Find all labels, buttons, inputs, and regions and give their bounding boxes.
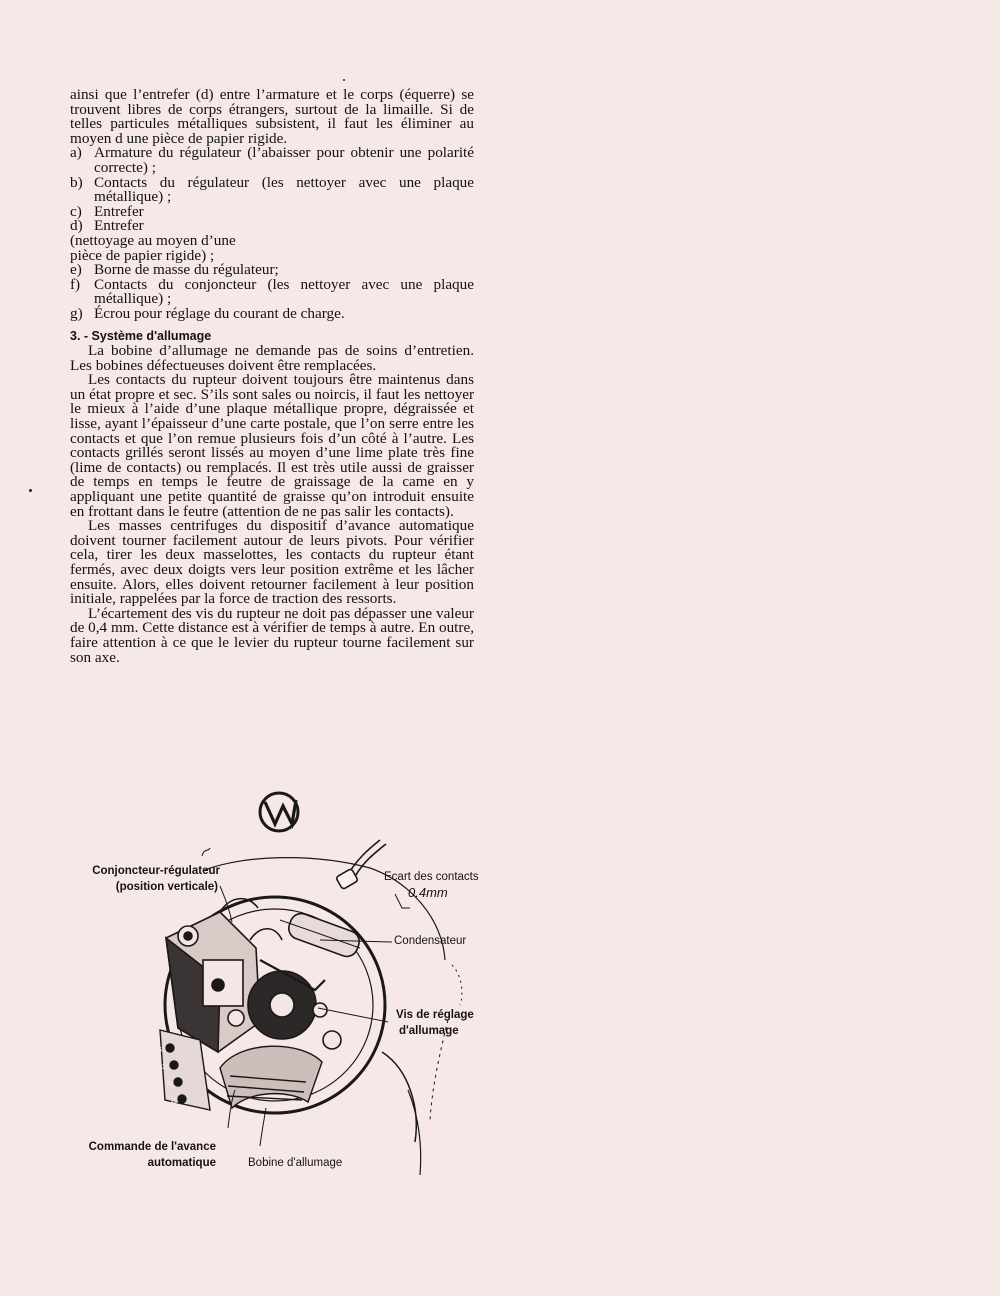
ignition-figure [70, 790, 490, 1180]
brand-logo-icon [260, 793, 298, 831]
lead-cable [336, 840, 386, 890]
label-ecart: Ecart des contacts [384, 871, 479, 883]
margin-speck [29, 489, 32, 492]
label-position: (position verticale) [115, 881, 218, 893]
body-paragraph: L’écartement des vis du rupteur ne doit pas dépasser une valeur de 0,4 mm. Cette distance est à vérifier de temps à autre. En outre, faire attention à ce que le levier du rupteur tourne facilement sur son axe. [70, 604, 474, 666]
list-text: Entrefer [94, 217, 144, 235]
list-text: Contacts du régulateur (les nettoyer avec une plaque métallique) ; [94, 173, 474, 206]
label-allumage: d'allumage [399, 1025, 459, 1037]
list-text: Armature du régulateur (l’abaisser pour obtenir une polarité correcte) ; [94, 144, 474, 176]
condenser-icon [280, 910, 362, 959]
list-label: c) [70, 202, 82, 220]
list-label: e) [70, 261, 82, 279]
distributor-illustration [70, 790, 490, 1180]
label-bobine: Bobine d'allumage [248, 1157, 343, 1169]
note-line: (nettoyage au moyen d’une [70, 231, 236, 249]
list-label: a) [70, 144, 82, 162]
list-label: g) [70, 304, 83, 322]
list-label: f) [70, 275, 81, 293]
label-vis: Vis de réglage [396, 1009, 474, 1021]
terminal-label: 15 [170, 1098, 178, 1105]
note-line: pièce de papier rigide) ; [70, 246, 215, 264]
label-automatique: automatique [147, 1157, 216, 1169]
list-item-a [70, 146, 474, 175]
coil-icon [220, 1046, 322, 1108]
terminal-label: 61 [158, 1047, 166, 1054]
list-item-g [70, 304, 474, 322]
text-column [70, 88, 474, 665]
body-paragraph: Les masses centrifuges du dispositif d’avance automatique doivent tourner facilement autour de leurs pivots. Pour vérifier cela, tirer les deux masselottes, les contacts du rupteur étant fermés, avec deux doigts vers leur position extrême et les lâcher ensuite. Alors, elles doivent retourner facilement à leur position initiale, rappelées par la force de traction des ressorts. [70, 517, 474, 608]
terminal-label: 30 [166, 1081, 174, 1088]
list-text: Écrou pour réglage du courant de charge. [94, 304, 345, 322]
label-commande: Commande de l'avance [88, 1141, 216, 1153]
list-text: Entrefer [94, 202, 144, 220]
intro-paragraph: ainsi que l’entrefer (d) entre l’armature et le corps (équerre) se trouvent libres de corps étrangers, surtout de la limaille. Si de telles particules métalliques subsistent, il faut les éliminer au moyen d une pièce de papier rigide. [70, 86, 474, 147]
section-heading: 3. - Système d'allumage [70, 328, 212, 343]
list-text: Contacts du conjoncteur (les nettoyer avec une plaque métallique) ; [94, 275, 474, 308]
list-text: Borne de masse du régulateur; [94, 261, 279, 279]
body-paragraph: La bobine d’allumage ne demande pas de soins d’entretien. Les bobines défectueuses doivent être remplacées. [70, 342, 474, 374]
label-conjoncteur: Conjoncteur-régulateur [92, 865, 220, 877]
list-item-f [70, 275, 474, 308]
regulator-icon [166, 899, 260, 1052]
list-item-b [70, 173, 474, 206]
body-paragraph: Les contacts du rupteur doivent toujours être maintenus dans un état propre et sec. S’ils sont sales ou noircis, il faut les nettoyer le mieux à l’aide d’une plaque métallique propre, dégraissée et lisse, ayant l’épaisseur d’une carte postale, que l’on serre entre les contacts et que l’on remue plusieurs fois d’un côté à l’autre. Les contacts grillés seront lissés au moyen d’une lime plate très fine (lime de contacts) ou remplacés. Il est très utile aussi de graisser de temps en temps le feutre de graissage de la came en y appliquant une petite quantité de graisse qu’on introduit ensuite en frottant dans le feutre (attention de ne pas salir les contacts). [70, 371, 474, 520]
label-condensateur: Condensateur [394, 935, 467, 947]
terminal-label: 31 [162, 1064, 170, 1071]
label-ecart-value: 0.4mm [408, 885, 448, 900]
list-label: b) [70, 173, 83, 191]
margin-speck [343, 79, 345, 81]
list-label: d) [70, 217, 83, 235]
